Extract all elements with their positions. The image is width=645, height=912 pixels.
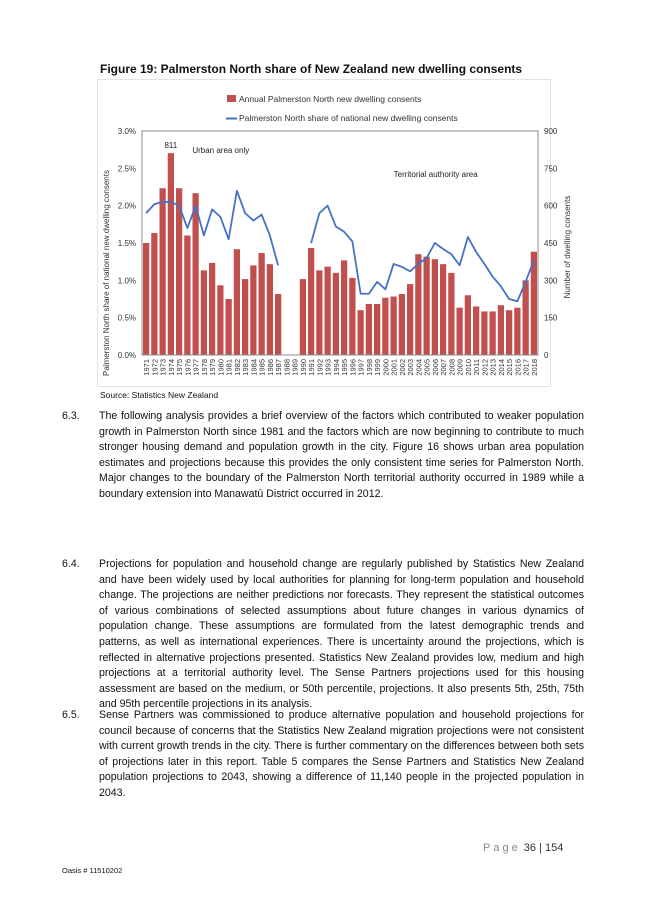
annotation-peak-value: 811 bbox=[164, 141, 178, 151]
x-tick-label: 2014 bbox=[496, 359, 506, 376]
bar bbox=[316, 270, 322, 355]
x-tick-label: 1984 bbox=[249, 359, 259, 376]
paragraph-number: 6.5. bbox=[62, 709, 80, 721]
bar bbox=[258, 253, 264, 355]
bar bbox=[308, 248, 314, 355]
left-tick-label: 2.5% bbox=[117, 164, 136, 174]
x-tick-label: 2003 bbox=[406, 359, 416, 376]
bar bbox=[415, 254, 421, 355]
x-tick-label: 1981 bbox=[224, 359, 234, 376]
x-tick-label: 2001 bbox=[389, 359, 399, 376]
x-tick-label: 1997 bbox=[356, 359, 366, 376]
x-tick-label: 2012 bbox=[480, 359, 490, 376]
x-tick-label: 1977 bbox=[191, 359, 201, 376]
bar bbox=[473, 306, 479, 355]
bar bbox=[498, 305, 504, 355]
paragraph-number: 6.4. bbox=[62, 558, 80, 570]
x-tick-label: 2008 bbox=[447, 359, 457, 376]
bar bbox=[300, 279, 306, 355]
annotation-territorial-area: Territorial authority area bbox=[393, 170, 478, 179]
x-tick-label: 2010 bbox=[463, 359, 473, 376]
bar bbox=[217, 285, 223, 355]
x-tick-label: 1988 bbox=[282, 359, 292, 376]
bar bbox=[489, 311, 495, 355]
x-tick-label: 1990 bbox=[298, 359, 308, 376]
page-current: 36 bbox=[523, 842, 537, 854]
bar bbox=[407, 284, 413, 355]
page-separator: | bbox=[539, 842, 542, 854]
x-tick-label: 1978 bbox=[199, 359, 209, 376]
x-tick-label: 2009 bbox=[455, 359, 465, 376]
x-tick-label: 1987 bbox=[274, 359, 284, 376]
bar bbox=[448, 273, 454, 355]
left-axis-title: Palmerston North share of national new dwelling consents bbox=[102, 170, 111, 376]
bar bbox=[506, 310, 512, 355]
right-tick-label: 600 bbox=[544, 201, 558, 211]
x-tick-label: 1979 bbox=[208, 359, 218, 376]
x-tick-label: 1999 bbox=[373, 359, 383, 376]
x-tick-label: 1998 bbox=[364, 359, 374, 376]
bar bbox=[209, 263, 215, 355]
x-tick-label: 1989 bbox=[290, 359, 300, 376]
x-tick-label: 2011 bbox=[472, 359, 482, 376]
paragraph-number: 6.3. bbox=[62, 410, 80, 422]
bar bbox=[522, 280, 528, 355]
bar bbox=[374, 304, 380, 355]
bar bbox=[456, 308, 462, 355]
left-tick-label: 2.0% bbox=[117, 201, 136, 211]
x-tick-label: 1976 bbox=[183, 359, 193, 376]
x-tick-label: 1986 bbox=[265, 359, 275, 376]
x-tick-label: 2005 bbox=[422, 359, 432, 376]
paragraph-6-5 bbox=[62, 708, 584, 802]
bar bbox=[159, 188, 165, 355]
x-tick-label: 2000 bbox=[381, 359, 391, 376]
x-tick-label: 2006 bbox=[430, 359, 440, 376]
bar bbox=[234, 249, 240, 355]
bar bbox=[143, 243, 149, 355]
x-tick-label: 1985 bbox=[257, 359, 267, 376]
bar bbox=[382, 298, 388, 355]
x-tick-label: 1973 bbox=[158, 359, 168, 376]
bar bbox=[151, 233, 157, 355]
paragraph-text: The following analysis provides a brief overview of the factors which contributed to weaker population growth in Palmerston North since 1981 and the factors which are now beginning to contribute to much stronger housing demand and population growth in the city. Figure 16 shows urban area population estimates and projections because this provides the only consistent time series for Palmerston North. Major changes to the boundary of the Palmerston North territorial authority occurred in 1989 while a boundary extension into Manawatū District occurred in 2012. bbox=[99, 410, 584, 500]
bar bbox=[432, 259, 438, 355]
right-tick-label: 0 bbox=[544, 351, 549, 360]
bar bbox=[184, 236, 190, 355]
x-tick-label: 1975 bbox=[175, 359, 185, 376]
figure-source: Source: Statistics New Zealand bbox=[100, 390, 219, 400]
x-tick-label: 1980 bbox=[216, 359, 226, 376]
right-tick-label: 300 bbox=[544, 276, 558, 286]
paragraph-6-3 bbox=[62, 409, 584, 503]
oasis-reference: Oasis # 11510202 bbox=[62, 866, 123, 875]
legend-bar-swatch bbox=[227, 95, 236, 102]
bar bbox=[192, 193, 198, 355]
x-tick-label: 1974 bbox=[166, 359, 176, 376]
paragraph-text: Projections for population and household change are regularly published by Statistics New Zealand and have been widely used by local authorities for planning for long-term population and household change. The projections are neither predictions nor forecasts. They represent the statistical outcomes of various combinations of selected assumptions about future changes in various dynamics of population change. These assumptions are formulated from the latest demographic trends and patterns, as well as international experiences. There is uncertainty around the projections, which is reflected in alternative projections presented. Statistics New Zealand provides low, medium and high projections at a territorial authority level. The Sense Partners projections used for this housing assessment are based on the medium, or 50th percentile, projections. It also presents 5th, 25th, 75th and 95th percentile projections in its analysis. bbox=[99, 558, 584, 711]
bar bbox=[465, 295, 471, 355]
bar bbox=[341, 260, 347, 355]
bar bbox=[242, 279, 248, 355]
left-tick-label: 0.0% bbox=[117, 351, 136, 360]
page-total: 154 bbox=[545, 842, 564, 854]
bar bbox=[390, 297, 396, 355]
left-tick-label: 3.0% bbox=[117, 127, 136, 136]
x-tick-label: 1996 bbox=[348, 359, 358, 376]
right-tick-label: 150 bbox=[544, 313, 558, 323]
page-word: Page bbox=[483, 842, 521, 854]
x-tick-label: 2007 bbox=[439, 359, 449, 376]
bar bbox=[357, 310, 363, 355]
bar bbox=[514, 308, 520, 355]
x-tick-label: 2002 bbox=[397, 359, 407, 376]
legend-bar-label: Annual Palmerston North new dwelling consents bbox=[239, 94, 422, 104]
left-tick-label: 1.0% bbox=[117, 276, 136, 286]
x-tick-label: 2013 bbox=[488, 359, 498, 376]
x-tick-label: 1995 bbox=[340, 359, 350, 376]
bar bbox=[481, 311, 487, 355]
page-number bbox=[483, 842, 563, 854]
x-tick-label: 2016 bbox=[513, 359, 523, 376]
x-tick-label: 1972 bbox=[150, 359, 160, 376]
bar bbox=[201, 270, 207, 355]
bar bbox=[267, 264, 273, 355]
x-tick-label: 1983 bbox=[241, 359, 251, 376]
bar bbox=[440, 264, 446, 355]
x-tick-label: 1982 bbox=[232, 359, 242, 376]
right-axis-title: Number of dwelling consents bbox=[563, 195, 572, 299]
right-tick-label: 750 bbox=[544, 164, 558, 174]
bar bbox=[399, 294, 405, 355]
right-tick-label: 450 bbox=[544, 239, 558, 248]
paragraph-text: Sense Partners was commissioned to produce alternative population and household projections for council because of concerns that the Statistics New Zealand migration projections were not consistent with current growth trends in the city. There is further commentary on the differences between both sets of projections later in this report. Table 5 compares the Sense Partners and Statistics New Zealand population projections to 2043, showing a difference of 11,140 people in the projected population in 2043. bbox=[99, 709, 584, 799]
bar bbox=[349, 278, 355, 355]
bar bbox=[423, 257, 429, 355]
x-tick-label: 2004 bbox=[414, 359, 424, 376]
legend-line-label: Palmerston North share of national new dwelling consents bbox=[239, 113, 458, 123]
bar bbox=[168, 153, 174, 355]
bar bbox=[250, 265, 256, 355]
bar bbox=[324, 267, 330, 355]
annotation-urban-area: Urban area only bbox=[192, 146, 250, 155]
bar bbox=[225, 299, 231, 355]
left-tick-label: 0.5% bbox=[117, 313, 136, 323]
x-tick-label: 1994 bbox=[331, 359, 341, 376]
x-axis-ticks bbox=[142, 359, 539, 376]
x-tick-label: 1992 bbox=[315, 359, 325, 376]
bar bbox=[366, 304, 372, 355]
bar bbox=[275, 294, 281, 355]
figure-title: Figure 19: Palmerston North share of New Zealand new dwelling consents bbox=[100, 62, 523, 76]
left-tick-label: 1.5% bbox=[117, 239, 136, 248]
x-tick-label: 2018 bbox=[529, 359, 539, 376]
bar bbox=[333, 273, 339, 355]
right-tick-label: 900 bbox=[544, 127, 558, 136]
x-tick-label: 1971 bbox=[142, 359, 152, 376]
x-tick-label: 1991 bbox=[307, 359, 317, 376]
dwelling-consents-chart bbox=[97, 79, 572, 387]
x-tick-label: 2015 bbox=[505, 359, 515, 376]
x-tick-label: 1993 bbox=[323, 359, 333, 376]
x-tick-label: 2017 bbox=[521, 359, 531, 376]
paragraph-6-4 bbox=[62, 557, 584, 713]
